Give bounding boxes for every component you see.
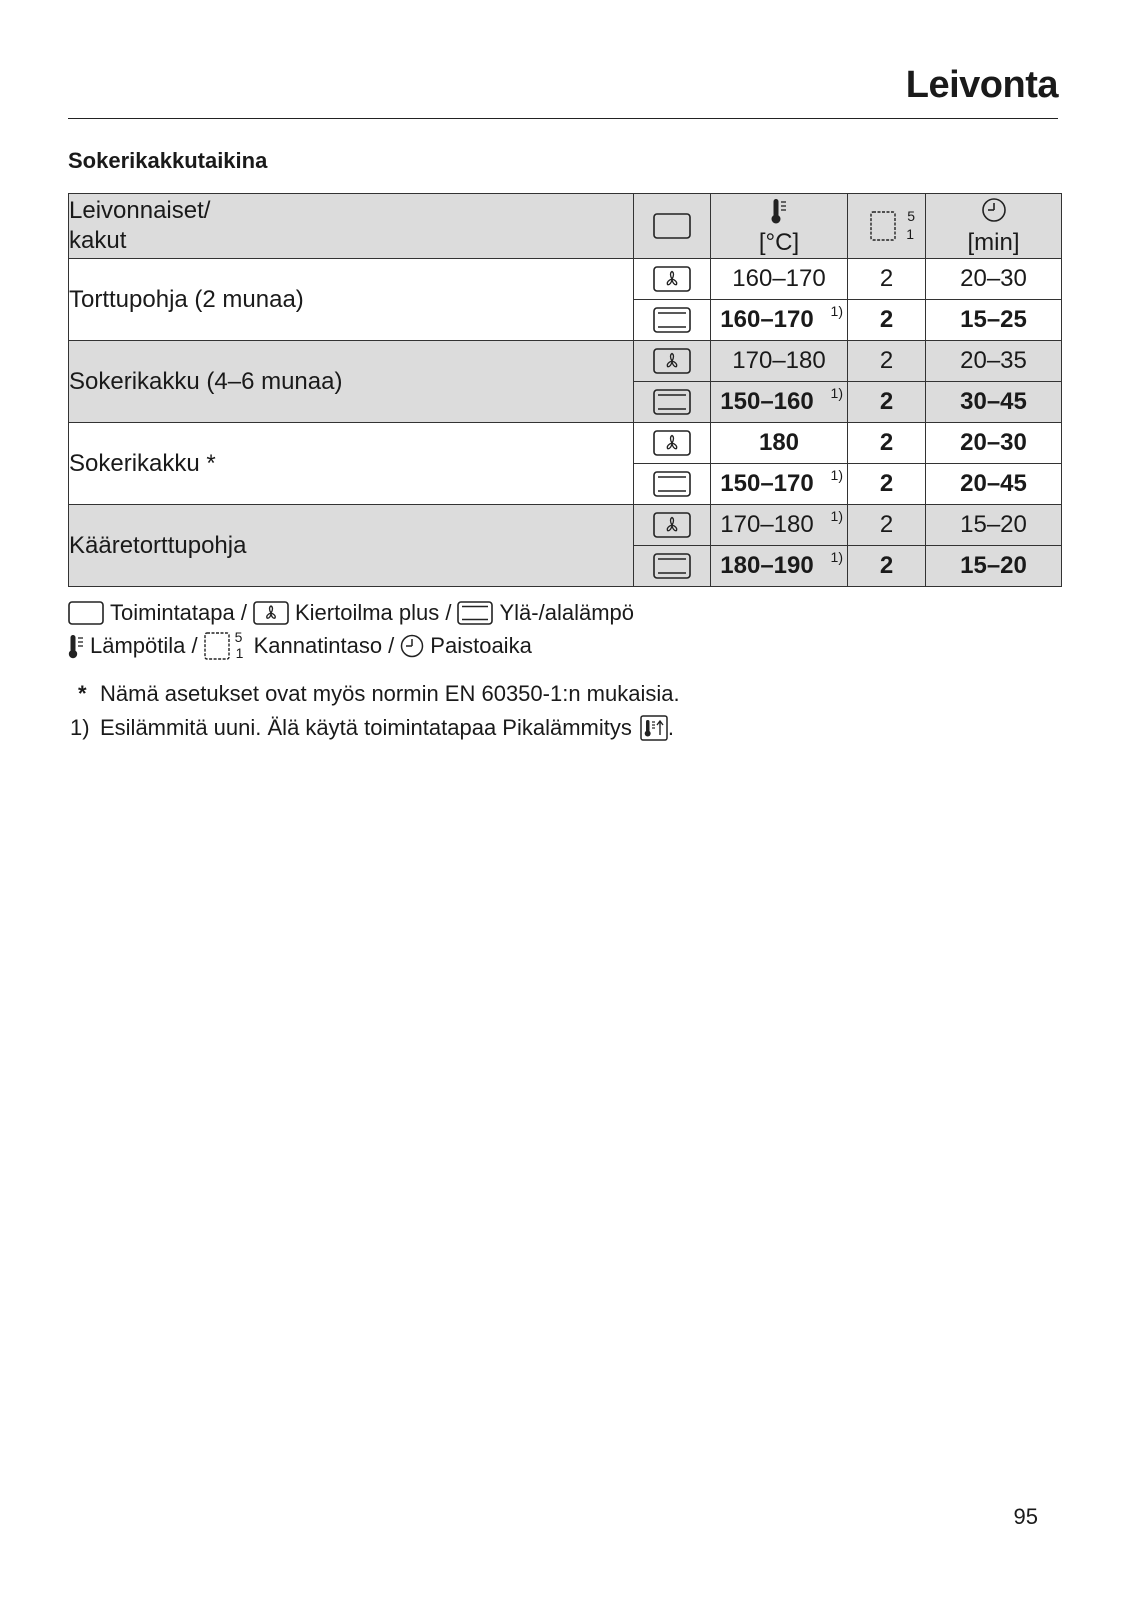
mode-cell (634, 300, 711, 341)
legend-fan-text: Kiertoilma plus / (294, 600, 452, 625)
temperature-cell (711, 382, 848, 423)
footnote-1 (70, 715, 674, 741)
mode-cell (634, 464, 711, 505)
header-name-line2: kakut (69, 227, 127, 254)
top-bottom-heat-icon (457, 601, 493, 625)
clock-icon (400, 634, 424, 658)
time-cell: 15–20 (926, 505, 1062, 546)
legend-shelf-text: Kannatintaso / (253, 633, 395, 658)
temperature-value: 180 (758, 429, 800, 456)
time-cell: 20–30 (926, 259, 1062, 300)
mode-cell (634, 423, 711, 464)
mode-cell (634, 505, 711, 546)
mode-cell (634, 546, 711, 587)
footnote-ref: 1) (830, 549, 843, 565)
shelf-level-icon (870, 211, 904, 241)
oven-mode-icon (68, 601, 104, 625)
footnote-ref: 1) (830, 467, 843, 483)
legend-shelf-top: 5 (234, 629, 243, 645)
fan-icon (653, 266, 691, 292)
legend-line-1 (68, 600, 640, 626)
temperature-cell (711, 546, 848, 587)
footnote-ref: 1) (830, 508, 843, 524)
header-item-name (69, 194, 634, 259)
temperature-value: 180–190 (720, 552, 814, 579)
mode-cell (634, 259, 711, 300)
header-temperature (711, 194, 848, 259)
time-unit: [min] (967, 229, 1020, 256)
legend-shelf-bottom: 1 (235, 645, 244, 661)
temperature-cell (711, 300, 848, 341)
header-mode (634, 194, 711, 259)
oven-mode-icon (653, 213, 691, 239)
header-time (926, 194, 1062, 259)
thermometer-icon (770, 197, 788, 225)
footnote-text: Nämä asetukset ovat myös normin EN 60350-1:n mukaisia. (100, 681, 680, 706)
item-name: Kääretorttupohja (69, 505, 634, 587)
time-cell: 20–30 (926, 423, 1062, 464)
footnote-end: . (667, 715, 675, 740)
item-name: Torttupohja (2 munaa) (69, 259, 634, 341)
temperature-cell (711, 464, 848, 505)
baking-table (68, 193, 1062, 587)
top-bottom-heat-icon (653, 471, 691, 497)
time-cell: 20–45 (926, 464, 1062, 505)
temperature-value: 150–170 (720, 470, 814, 497)
top-bottom-heat-icon (653, 553, 691, 579)
footnote-marker: 1) (70, 715, 90, 740)
fan-icon (653, 512, 691, 538)
shelf-cell: 2 (848, 546, 926, 587)
mode-cell (634, 341, 711, 382)
table-row (69, 505, 1062, 546)
table-header-row (69, 194, 1062, 259)
header-shelf (848, 194, 926, 259)
temperature-cell (711, 423, 848, 464)
top-bottom-heat-icon (653, 307, 691, 333)
shelf-cell: 2 (848, 300, 926, 341)
rapid-heat-icon (640, 715, 668, 741)
section-title: Sokerikakkutaikina (68, 148, 268, 173)
mode-cell (634, 382, 711, 423)
shelf-cell: 2 (848, 423, 926, 464)
clock-icon (981, 197, 1007, 223)
time-cell: 15–20 (926, 546, 1062, 587)
footnote-asterisk (70, 681, 680, 707)
time-cell: 15–25 (926, 300, 1062, 341)
shelf-top-number: 5 (907, 208, 915, 224)
shelf-cell: 2 (848, 259, 926, 300)
item-name: Sokerikakku * (69, 423, 634, 505)
temperature-unit: [°C] (758, 229, 800, 256)
fan-icon (653, 348, 691, 374)
fan-icon (253, 601, 289, 625)
temperature-cell (711, 259, 848, 300)
fan-icon (653, 430, 691, 456)
legend-heat-text: Ylä-/alalämpö (499, 600, 634, 625)
legend-temperature-text: Lämpötila / (90, 633, 198, 658)
temperature-cell (711, 341, 848, 382)
time-cell: 20–35 (926, 341, 1062, 382)
table-row (69, 341, 1062, 382)
item-name: Sokerikakku (4–6 munaa) (69, 341, 634, 423)
thermometer-icon (68, 633, 84, 659)
temperature-value: 160–170 (720, 306, 814, 333)
header-name-line1: Leivonnaiset/ (69, 197, 211, 224)
page-number: 95 (1013, 1504, 1038, 1529)
top-bottom-heat-icon (653, 389, 691, 415)
temperature-value: 170–180 (720, 511, 814, 538)
shelf-cell: 2 (848, 341, 926, 382)
shelf-cell: 2 (848, 464, 926, 505)
legend-mode-text: Toimintatapa / (110, 600, 247, 625)
shelf-level-icon (204, 632, 230, 660)
legend-shelf-group (204, 629, 248, 661)
shelf-cell: 2 (848, 505, 926, 546)
temperature-value: 170–180 (732, 347, 826, 374)
footnote-text: Esilämmitä uuni. Älä käytä toimintatapaa Pikalämmitys (100, 715, 632, 740)
temperature-cell (711, 505, 848, 546)
shelf-cell: 2 (848, 382, 926, 423)
table-row (69, 423, 1062, 464)
time-cell: 30–45 (926, 382, 1062, 423)
legend-time-text: Paistoaika (430, 633, 532, 658)
footnote-ref: 1) (830, 303, 843, 319)
page-header (68, 60, 1058, 119)
page-title: Leivonta (905, 64, 1058, 106)
table-row (69, 259, 1062, 300)
temperature-value: 150–160 (720, 388, 814, 415)
footnote-marker: * (78, 681, 87, 706)
footnote-ref: 1) (830, 385, 843, 401)
shelf-bottom-number: 1 (906, 226, 914, 242)
temperature-value: 160–170 (732, 265, 826, 292)
legend-line-2 (68, 629, 538, 661)
